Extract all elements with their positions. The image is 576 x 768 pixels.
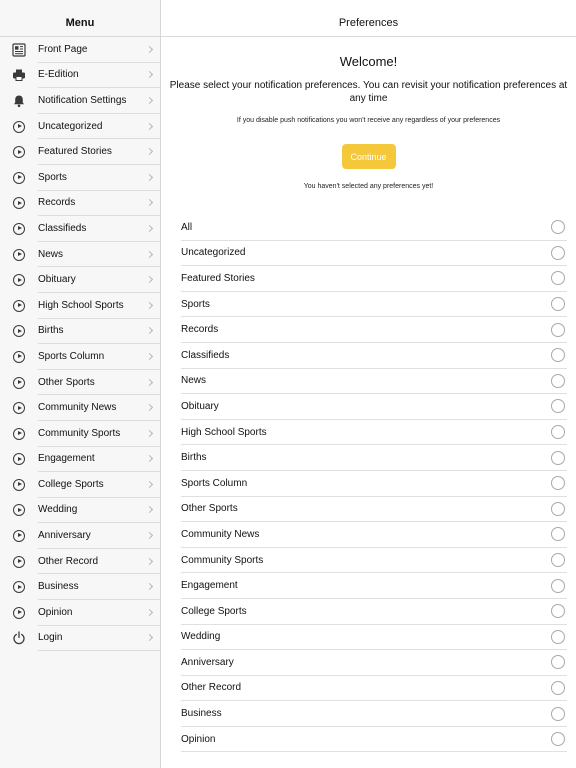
power-icon — [0, 626, 38, 652]
chevron-right-icon — [146, 148, 153, 155]
play-circle-icon — [0, 139, 38, 165]
sidebar-item-label: E-Edition — [38, 69, 79, 81]
sidebar-item-opinion[interactable] — [0, 600, 160, 626]
sidebar-item-label: Classifieds — [38, 222, 87, 234]
play-circle-icon — [0, 319, 38, 345]
sidebar-item-news[interactable] — [0, 242, 160, 268]
play-circle-icon — [0, 447, 38, 473]
sidebar-item-body — [38, 165, 160, 191]
push-warning-text: If you disable push notifications you won't receive any regardless of your preferences — [236, 117, 501, 124]
play-circle-icon — [0, 216, 38, 242]
no-preferences-text: You haven't selected any preferences yet! — [303, 183, 434, 190]
preference-radio[interactable] — [551, 527, 565, 541]
sidebar-item-sports-column[interactable] — [0, 344, 160, 370]
preference-label: Business — [181, 708, 222, 720]
sidebar-item-engagement[interactable] — [0, 447, 160, 473]
sidebar-item-body — [38, 267, 160, 293]
preference-row-sports-column[interactable] — [181, 471, 567, 497]
sidebar-item-body — [38, 523, 160, 549]
preference-row-news[interactable] — [181, 369, 567, 395]
preference-row-anniversary[interactable] — [181, 650, 567, 676]
preference-row-opinion[interactable] — [181, 727, 567, 753]
sidebar-item-uncategorized[interactable] — [0, 114, 160, 140]
preference-label: Other Sports — [181, 503, 238, 515]
sidebar-item-body — [38, 472, 160, 498]
preference-label: Other Record — [181, 682, 242, 694]
play-circle-icon — [0, 574, 38, 600]
preference-radio[interactable] — [551, 348, 565, 362]
preference-row-high-school-sports[interactable] — [181, 420, 567, 446]
preference-radio[interactable] — [551, 297, 565, 311]
preference-row-college-sports[interactable] — [181, 599, 567, 625]
sidebar-item-label: Wedding — [38, 504, 78, 516]
sidebar-item-other-sports[interactable] — [0, 370, 160, 396]
sidebar-item-body — [38, 421, 160, 447]
preference-radio[interactable] — [551, 451, 565, 465]
preference-row-sports[interactable] — [181, 292, 567, 318]
sidebar — [0, 0, 161, 768]
sidebar-item-label: Login — [38, 632, 63, 644]
play-circle-icon — [0, 549, 38, 575]
sidebar-item-college-sports[interactable] — [0, 472, 160, 498]
sidebar-item-community-news[interactable] — [0, 395, 160, 421]
sidebar-item-high-school-sports[interactable] — [0, 293, 160, 319]
sidebar-item-featured-stories[interactable] — [0, 139, 160, 165]
sidebar-item-body — [38, 63, 160, 89]
sidebar-item-label: Featured Stories — [38, 146, 112, 158]
preference-radio[interactable] — [551, 707, 565, 721]
sidebar-item-anniversary[interactable] — [0, 523, 160, 549]
chevron-right-icon — [146, 174, 153, 181]
chevron-right-icon — [146, 97, 153, 104]
chevron-right-icon — [146, 199, 153, 206]
preference-label: Community Sports — [181, 554, 264, 566]
preferences-list — [181, 215, 567, 752]
preference-row-uncategorized[interactable] — [181, 241, 567, 267]
sidebar-item-body — [38, 191, 160, 217]
preference-row-community-news[interactable] — [181, 522, 567, 548]
preference-radio[interactable] — [551, 630, 565, 644]
chevron-right-icon — [146, 71, 153, 78]
sidebar-title: Menu — [0, 0, 160, 37]
sidebar-item-wedding[interactable] — [0, 498, 160, 524]
sidebar-item-body — [38, 574, 160, 600]
sidebar-item-other-record[interactable] — [0, 549, 160, 575]
preference-row-engagement[interactable] — [181, 573, 567, 599]
play-circle-icon — [0, 114, 38, 140]
chevron-right-icon — [146, 430, 153, 437]
chevron-right-icon — [146, 327, 153, 334]
chevron-right-icon — [146, 532, 153, 539]
sidebar-item-sports[interactable] — [0, 165, 160, 191]
preference-label: Uncategorized — [181, 247, 246, 259]
chevron-right-icon — [146, 353, 153, 360]
preference-row-obituary[interactable] — [181, 394, 567, 420]
chevron-right-icon — [146, 583, 153, 590]
preference-row-classifieds[interactable] — [181, 343, 567, 369]
sidebar-item-body — [38, 114, 160, 140]
chevron-right-icon — [146, 46, 153, 53]
sidebar-item-e-edition[interactable] — [0, 63, 160, 89]
sidebar-item-body — [38, 88, 160, 114]
chevron-right-icon — [146, 481, 153, 488]
preference-radio[interactable] — [551, 604, 565, 618]
preference-row-business[interactable] — [181, 701, 567, 727]
play-circle-icon — [0, 395, 38, 421]
sidebar-item-label: News — [38, 248, 64, 260]
preference-label: Community News — [181, 528, 260, 540]
sidebar-item-body — [38, 498, 160, 524]
sidebar-item-records[interactable] — [0, 191, 160, 217]
sidebar-item-label: Records — [38, 197, 76, 209]
sidebar-item-community-sports[interactable] — [0, 421, 160, 447]
preference-row-all[interactable] — [181, 215, 567, 241]
chevron-right-icon — [146, 302, 153, 309]
sidebar-item-label: Sports — [38, 171, 67, 183]
preference-row-other-sports[interactable] — [181, 497, 567, 523]
sidebar-menu — [0, 37, 160, 651]
sidebar-item-body — [38, 139, 160, 165]
chevron-right-icon — [146, 404, 153, 411]
continue-button[interactable]: Continue — [342, 144, 396, 169]
preference-label: Anniversary — [181, 656, 234, 668]
preference-row-other-record[interactable] — [181, 676, 567, 702]
chevron-right-icon — [146, 251, 153, 258]
sidebar-item-login[interactable] — [0, 626, 160, 652]
preference-radio[interactable] — [551, 271, 565, 285]
preference-label: Featured Stories — [181, 272, 255, 284]
chevron-right-icon — [146, 123, 153, 130]
welcome-heading: Welcome! — [339, 54, 398, 69]
preference-radio[interactable] — [551, 476, 565, 490]
preference-label: News — [181, 375, 207, 387]
preference-radio[interactable] — [551, 553, 565, 567]
sidebar-item-body — [38, 242, 160, 268]
sidebar-item-label: Business — [38, 581, 79, 593]
bell-icon — [0, 88, 38, 114]
play-circle-icon — [0, 344, 38, 370]
chevron-right-icon — [146, 378, 153, 385]
preference-radio[interactable] — [551, 502, 565, 516]
preference-label: Opinion — [181, 733, 216, 745]
sidebar-item-body — [38, 370, 160, 396]
newspaper-icon — [0, 37, 38, 63]
preference-label: Classifieds — [181, 349, 230, 361]
sidebar-item-body — [38, 549, 160, 575]
preference-radio[interactable] — [551, 425, 565, 439]
sidebar-item-label: Notification Settings — [38, 94, 127, 106]
sidebar-item-obituary[interactable] — [0, 267, 160, 293]
play-circle-icon — [0, 421, 38, 447]
preference-row-births[interactable] — [181, 445, 567, 471]
chevron-right-icon — [146, 225, 153, 232]
sidebar-item-label: Uncategorized — [38, 120, 103, 132]
sidebar-item-body — [38, 344, 160, 370]
preference-label: Records — [181, 324, 219, 336]
preference-radio[interactable] — [551, 655, 565, 669]
preference-label: Sports — [181, 298, 210, 310]
sidebar-item-front-page[interactable] — [0, 37, 160, 63]
chevron-right-icon — [146, 455, 153, 462]
sidebar-item-label: Front Page — [38, 43, 88, 55]
preference-row-records[interactable] — [181, 317, 567, 343]
sidebar-item-body — [38, 293, 160, 319]
sidebar-item-label: Obituary — [38, 274, 76, 286]
sidebar-item-body — [38, 395, 160, 421]
chevron-right-icon — [146, 558, 153, 565]
play-circle-icon — [0, 293, 38, 319]
preference-radio[interactable] — [551, 681, 565, 695]
sidebar-item-body — [38, 37, 160, 63]
preference-radio[interactable] — [551, 732, 565, 746]
sidebar-item-label: Community Sports — [38, 427, 121, 439]
sidebar-item-body — [38, 447, 160, 473]
play-circle-icon — [0, 267, 38, 293]
sidebar-item-label: Sports Column — [38, 350, 105, 362]
preference-radio[interactable] — [551, 374, 565, 388]
chevron-right-icon — [146, 276, 153, 283]
page-title: Preferences — [161, 0, 576, 37]
sidebar-item-label: Other Sports — [38, 376, 95, 388]
preference-label: Obituary — [181, 400, 219, 412]
sidebar-item-body — [38, 319, 160, 345]
sidebar-item-label: Other Record — [38, 555, 99, 567]
sidebar-item-body — [38, 626, 160, 652]
play-circle-icon — [0, 600, 38, 626]
play-circle-icon — [0, 523, 38, 549]
play-circle-icon — [0, 191, 38, 217]
sidebar-item-births[interactable] — [0, 319, 160, 345]
play-circle-icon — [0, 165, 38, 191]
continue-wrap — [161, 144, 576, 169]
preference-label: College Sports — [181, 605, 247, 617]
sidebar-item-notification-settings[interactable] — [0, 88, 160, 114]
sidebar-item-body — [38, 216, 160, 242]
sidebar-item-label: Engagement — [38, 453, 95, 465]
preference-label: High School Sports — [181, 426, 267, 438]
preference-label: All — [181, 221, 193, 233]
sidebar-item-business[interactable] — [0, 574, 160, 600]
preference-radio[interactable] — [551, 323, 565, 337]
play-circle-icon — [0, 242, 38, 268]
chevron-right-icon — [146, 506, 153, 513]
sidebar-item-label: Opinion — [38, 606, 73, 618]
preference-label: Engagement — [181, 580, 238, 592]
preference-label: Wedding — [181, 631, 221, 643]
preference-radio[interactable] — [551, 220, 565, 234]
chevron-right-icon — [146, 609, 153, 616]
preference-row-community-sports[interactable] — [181, 548, 567, 574]
sidebar-item-label: Community News — [38, 402, 117, 414]
preference-row-wedding[interactable] — [181, 625, 567, 651]
preference-label: Sports Column — [181, 477, 248, 489]
preference-radio[interactable] — [551, 579, 565, 593]
preference-label: Births — [181, 452, 207, 464]
preferences-panel — [161, 0, 576, 768]
preference-row-featured-stories[interactable] — [181, 266, 567, 292]
intro-text: Please select your notification preferences. You can revisit your notification preferences at any time — [169, 80, 568, 104]
sidebar-item-body — [38, 600, 160, 626]
printer-icon — [0, 63, 38, 89]
preference-radio[interactable] — [551, 399, 565, 413]
sidebar-item-label: High School Sports — [38, 299, 124, 311]
chevron-right-icon — [146, 634, 153, 641]
preference-radio[interactable] — [551, 246, 565, 260]
sidebar-item-label: Anniversary — [38, 530, 91, 542]
sidebar-item-classifieds[interactable] — [0, 216, 160, 242]
play-circle-icon — [0, 370, 38, 396]
sidebar-item-label: Births — [38, 325, 64, 337]
play-circle-icon — [0, 472, 38, 498]
play-circle-icon — [0, 498, 38, 524]
sidebar-item-label: College Sports — [38, 478, 104, 490]
